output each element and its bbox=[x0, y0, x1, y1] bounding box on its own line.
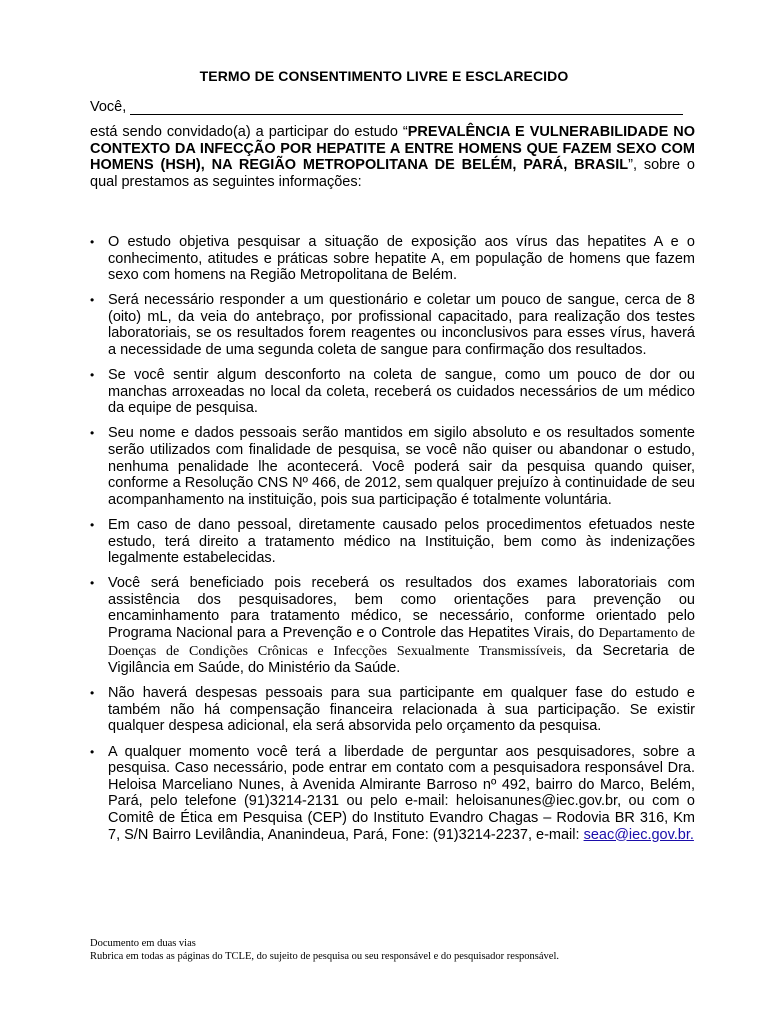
list-item bbox=[90, 517, 695, 567]
bullet-icon: • bbox=[90, 235, 95, 249]
footer bbox=[90, 937, 730, 963]
study-title: PREVALÊNCIA E VULNERABILIDADE NO CONTEXTO DA INFECÇÃO POR HEPATITE A ENTRE HOMENS QUE FAZEM SEXO COM HOMENS (HSH), NA REGIÃO METROPOLITANA DE BELÉM, PARÁ, BRASIL bbox=[90, 124, 695, 174]
list-item bbox=[90, 685, 695, 735]
bullet-icon: • bbox=[90, 293, 95, 308]
list-item bbox=[90, 425, 695, 508]
list-item bbox=[90, 744, 695, 844]
item-text: Em caso de dano pessoal, diretamente causado pelos procedimentos efetuados neste estudo, terá direito a tratamento médico na Instituição, bem como às indenizações legalmente estabelecidas. bbox=[108, 516, 695, 567]
participant-name-row bbox=[90, 99, 690, 115]
document-title: TERMO DE CONSENTIMENTO LIVRE E ESCLARECIDO bbox=[199, 68, 569, 84]
item-text: Se você sentir algum desconforto na coleta de sangue, como um pouco de dor ou manchas arroxeadas no local da coleta, receberá os cuidados necessários de um médico da equipe de pesquisa. bbox=[108, 367, 695, 417]
bullet-icon: • bbox=[90, 426, 95, 441]
participant-name-blank bbox=[130, 100, 683, 115]
list-item bbox=[90, 575, 695, 677]
item-text-end: da Secretaria de Vigilância em Saúde, do Ministério da Saúde. bbox=[108, 642, 695, 677]
footer-line-copies: Documento em duas vias bbox=[90, 938, 196, 949]
list-item bbox=[90, 234, 695, 284]
item-text: O estudo objetiva pesquisar a situação de exposição aos vírus das hepatites A e o conhecimento, atitudes e práticas sobre hepatite A, em população de homens que fazem sexo com homens na Região Metropolitana de Belém. bbox=[108, 234, 695, 284]
item-text: Seu nome e dados pessoais serão mantidos em sigilo absoluto e os resultados somente serão utilizados com finalidade de pesquisa, se você não quiser ou abandonar o estudo, nenhuma penalidade lhe acontecerá. Você poderá sair da pesquisa quando quiser, conforme a Resolução CNS Nº 466, de 2012, sem qualquer prejuízo à continuidade de seu acompanhamento na instituição, pois sua participação é totalmente voluntária. bbox=[108, 425, 695, 508]
bullet-icon: • bbox=[90, 686, 95, 701]
item-text: Você será beneficiado pois receberá os resultados dos exames laboratoriais com assistência dos pesquisadores, bem como orientações para prevenção ou encaminhamento para tratamento médico, se necessário, conforme orientado pelo Programa Nacional para a Prevenção e o Controle das Hepatites Virais, do bbox=[108, 575, 695, 641]
item-text: Será necessário responder a um questionário e coletar um pouco de sangue, cerca de 8 (oito) mL, da veia do antebraço, por profissional capacitado, para realização dos testes laboratoriais, se os resultados forem reagentes ou inconclusivos para esses vírus, haverá a necessidade de uma segunda coleta de sangue para confirmação dos resultados. bbox=[108, 292, 695, 359]
footer-line-signature: Rubrica em todas as páginas do TCLE, do sujeito de pesquisa ou seu responsável e do pesquisador responsável. bbox=[90, 951, 559, 962]
bullet-icon: • bbox=[90, 744, 95, 759]
bullet-icon: • bbox=[90, 517, 95, 532]
intro-before: está sendo convidado(a) a participar do estudo “ bbox=[90, 124, 408, 140]
cep-email-link[interactable]: seac@iec.gov.br. bbox=[583, 826, 694, 843]
bullet-icon: • bbox=[90, 576, 95, 591]
item-text: A qualquer momento você terá a liberdade de perguntar aos pesquisadores, sobre a pesquisa. Caso necessário, pode entrar em contato com a pesquisadora responsável Dra. Heloisa Marceliano Nunes, à Avenida Almirante Barroso nº 492, bairro do Marco, Belém, Pará, pelo telefone (91)3214-2131 ou pelo e-mail: heloisanunes@iec.gov.br, ou com o Comitê de Ética em Pesquisa (CEP) do Instituto Evandro Chagas – Rodovia BR 316, Km 7, S/N Bairro Levilândia, Ananindeua, Pará, Fone: (91)3214-2237, e-mail: bbox=[108, 743, 695, 843]
list-item bbox=[90, 292, 695, 358]
item-text: Não haverá despesas pessoais para sua participante em qualquer fase do estudo e também não há compensação financeira relacionada à sua participação. Se existir qualquer despesa adicional, ela será absorvida pelo orçamento da pesquisa. bbox=[108, 685, 695, 735]
participant-label: Você, bbox=[90, 99, 127, 115]
list-item bbox=[90, 367, 695, 417]
intro-after: ”, sobre o qual prestamos as seguintes informações: bbox=[90, 157, 695, 190]
department-name: Departamento de Doenças de Condições Crônicas e Infecções Sexualmente Transmissíveis, bbox=[108, 625, 695, 659]
intro-paragraph bbox=[90, 124, 695, 190]
information-list bbox=[90, 234, 695, 852]
bullet-icon: • bbox=[90, 368, 95, 383]
